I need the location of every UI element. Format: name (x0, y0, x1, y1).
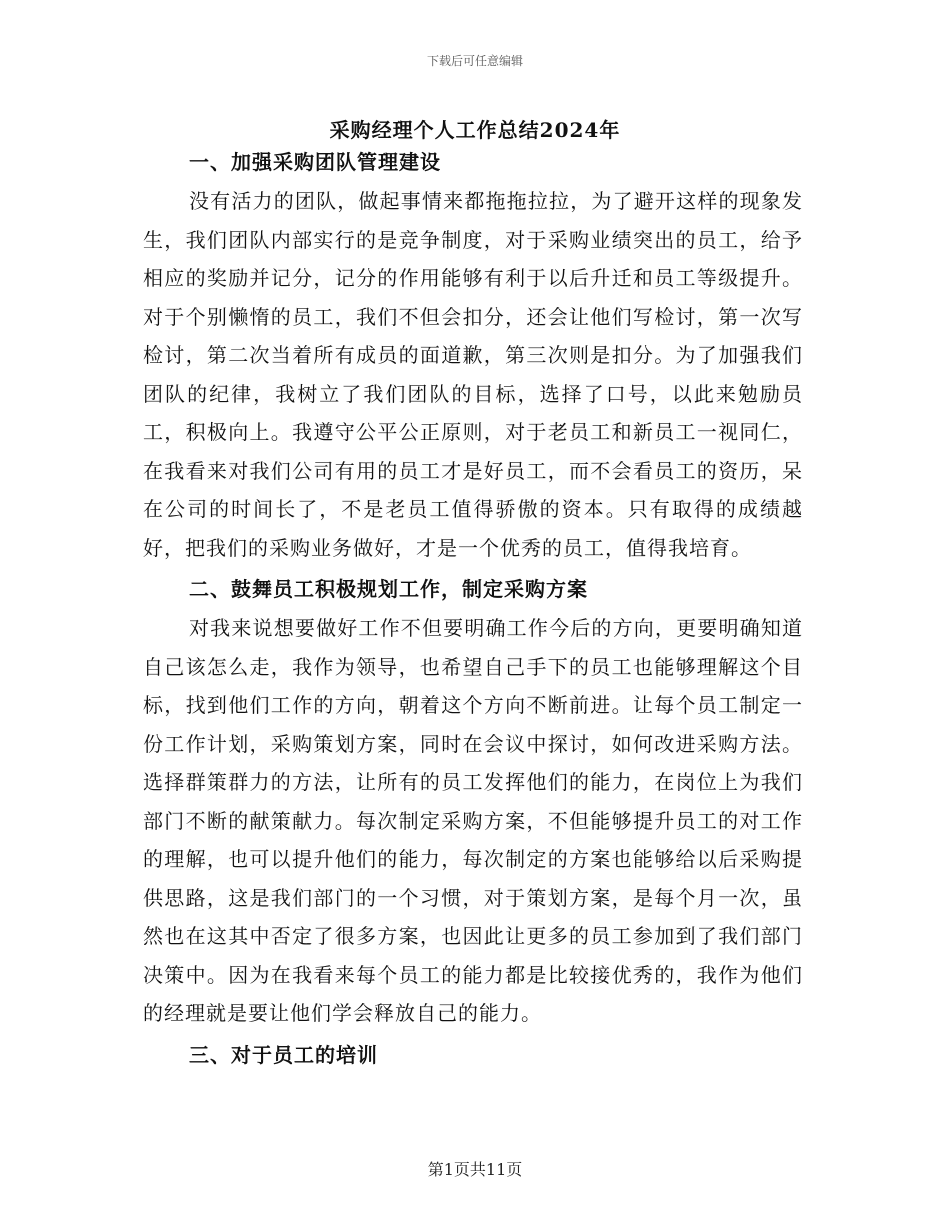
section-paragraph-1: 没有活力的团队，做起事情来都拖拖拉拉，为了避开这样的现象发生，我们团队内部实行的是竞争制度，对于采购业绩突出的员工，给予相应的奖励并记分，记分的作用能够有利于以后升迁和员工等级提升。对于个别懒惰的员工，我们不但会扣分，还会让他们写检讨，第一次写检讨，第二次当着所有成员的面道歉，第三次则是扣分。为了加强我们团队的纪律，我树立了我们团队的目标，选择了口号，以此来勉励员工，积极向上。我遵守公平公正原则，对于老员工和新员工一视同仁，在我看来对我们公司有用的员工才是好员工，而不会看员工的资历，呆在公司的时间长了，不是老员工值得骄傲的资本。只有取得的成绩越好，把我们的采购业务做好，才是一个优秀的员工，值得我培育。 (143, 189, 803, 560)
section-heading-1: 一、加强采购团队管理建设 (189, 150, 441, 174)
document-body (143, 146, 803, 1071)
page-footer: 第1页共11页 (427, 1160, 523, 1179)
document-title: 采购经理个人工作总结2024年 (329, 118, 621, 142)
header-note: 下载后可任意编辑 (426, 54, 523, 68)
section-heading-2: 二、鼓舞员工积极规划工作，制定采购方案 (189, 577, 588, 601)
section-paragraph-2: 对我来说想要做好工作不但要明确工作今后的方向，更要明确知道自己该怎么走，我作为领导，也希望自己手下的员工也能够理解这个目标，找到他们工作的方向，朝着这个方向不断前进。让每个员工制定一份工作计划，采购策划方案，同时在会议中探讨，如何改进采购方法。选择群策群力的方法，让所有的员工发挥他们的能力，在岗位上为我们部门不断的献策献力。每次制定采购方案，不但能够提升员工的对工作的理解，也可以提升他们的能力，每次制定的方案也能够给以后采购提供思路，这是我们部门的一个习惯，对于策划方案，是每个月一次，虽然也在这其中否定了很多方案，也因此让更多的员工参加到了我们部门决策中。因为在我看来每个员工的能力都是比较接优秀的，我作为他们的经理就是要让他们学会释放自己的能力。 (143, 616, 803, 1025)
section-heading-3: 三、对于员工的培训 (189, 1042, 378, 1067)
